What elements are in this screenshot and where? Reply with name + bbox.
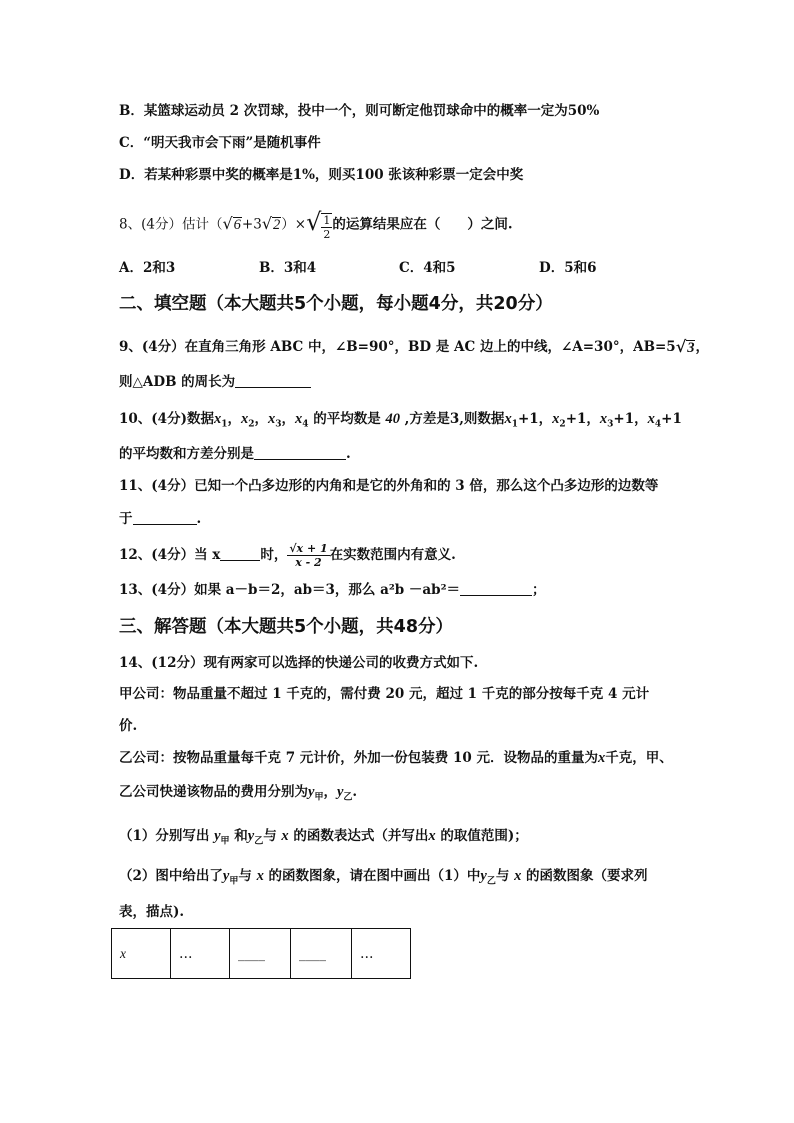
question-14-part1: （1）分别写出 $y_甲$ 和$y_乙$与 x 的函数表达式（并写出x 的取值范围)； — [119, 828, 528, 847]
table-cell: … — [352, 929, 411, 979]
q7-option-b: B．某篮球运动员 2 次罚球，投中一个，则可断定他罚球命中的概率一定为50% — [119, 103, 600, 119]
question-14-part2: （2）图中给出了$y_甲$与 x 的函数图象，请在图中画出（1）中$y_乙$与 x 的函数图象（要求列 — [119, 868, 648, 887]
table-cell: … — [171, 929, 230, 979]
answer-blank[interactable] — [460, 581, 532, 596]
sqrt-6: √6 — [222, 214, 241, 234]
sqrt-half: √ $\frac{1}{2}$ — [306, 208, 331, 241]
company-yi-line2: 乙公司快递该物品的费用分别为$y_甲$，$y_乙$. — [119, 784, 358, 803]
question-9: 9、(4分）在直角三角形 ABC 中，∠B=90°，BD 是 AC 边上的中线，∠A=30°，AB=5√3， — [119, 337, 709, 356]
sqrt-2: √2 — [261, 214, 281, 234]
question-14-intro: 14、(12分）现有两家可以选择的快递公司的收费方式如下. — [119, 655, 479, 671]
question-12: 12、(4分）当 x 时， $\frac{√x + 1}{x - 2}$ 在实数范围内有意义. — [119, 542, 456, 569]
q7-option-c: C．“明天我市会下雨”是随机事件 — [119, 135, 321, 151]
q12-fraction: $\frac{√x + 1}{x - 2}$ — [289, 542, 328, 569]
question-13: 13、(4分）如果 a－b＝2，ab＝3，那么 a²b －ab²＝ ； — [119, 582, 546, 598]
table-cell-blank[interactable]: ____ — [230, 929, 291, 979]
question-14-part2-line2: 表，描点). — [119, 904, 185, 920]
q8-option-c: C．4和5 — [399, 260, 456, 276]
question-9-line2: 则△ADB 的周长为 — [119, 372, 311, 392]
q8-options — [119, 258, 679, 278]
question-8: 8、(4分）估计（√6+3√2）×√ $\frac{1}{2}$ 的运算结果应在（ ）之间. — [119, 208, 513, 241]
value-table — [111, 928, 411, 979]
table-row — [112, 929, 411, 979]
question-10-line2: 的平均数和方差分别是 . — [119, 446, 351, 462]
table-header-x: x — [112, 929, 171, 979]
question-11: 11、(4分）已知一个凸多边形的内角和是它的外角和的 3 倍，那么这个凸多边形的边数等 — [119, 478, 659, 494]
question-11-line2: 于 . — [119, 511, 202, 527]
answer-blank[interactable] — [235, 373, 311, 388]
company-yi-line1: 乙公司：按物品重量每千克 7 元计价，外加一份包装费 10 元．设物品的重量为x千克，甲、 — [119, 750, 673, 766]
answer-blank[interactable] — [254, 445, 346, 460]
q8-option-a: A．2和3 — [119, 260, 176, 276]
company-jia-line2: 价. — [119, 718, 138, 734]
table-cell-blank[interactable]: ____ — [291, 929, 352, 979]
company-jia-line1: 甲公司：物品重量不超过 1 千克的，需付费 20 元，超过 1 千克的部分按每千克 4 元计 — [119, 686, 650, 702]
q8-option-b: B．3和4 — [259, 260, 317, 276]
q8-option-d: D．5和6 — [539, 260, 597, 276]
sqrt-3: √3 — [675, 337, 695, 356]
section-2-title: 二、填空题（本大题共5个小题，每小题4分，共20分） — [119, 294, 553, 314]
answer-blank[interactable] — [133, 510, 197, 525]
question-10: 10、(4分)数据$x_1$，$x_2$，$x_3$，$x_4$ 的平均数是 40 ,方差是3,则数据$x_1+1$，$x_2+1$，$x_3+1$，$x_4+1$ — [119, 411, 682, 430]
q7-option-d: D．若某种彩票中奖的概率是1%，则买100 张该种彩票一定会中奖 — [119, 167, 524, 183]
section-3-title: 三、解答题（本大题共5个小题，共48分） — [119, 617, 454, 637]
answer-blank[interactable] — [220, 546, 260, 561]
